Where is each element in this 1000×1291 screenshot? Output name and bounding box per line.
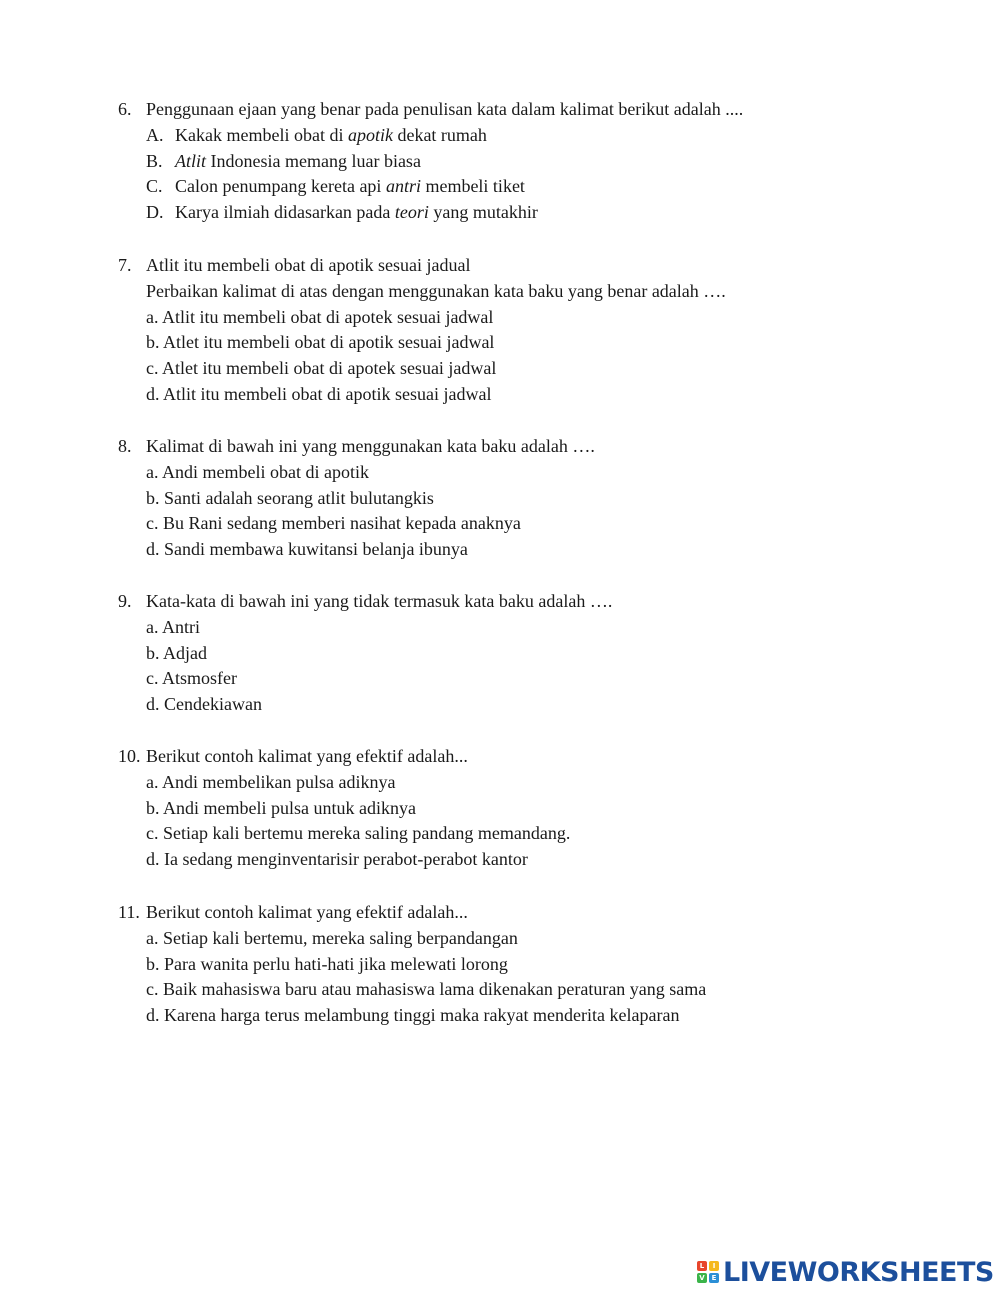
logo-tile-icon: L [697,1261,707,1271]
question-number: 7. [118,255,132,275]
question-8 [118,434,918,563]
option-b[interactable]: b. Atlet itu membeli obat di apotik sesuai jadwal [146,332,495,353]
question-number: 9. [118,591,132,611]
option-b[interactable]: b. Para wanita perlu hati-hati jika melewati lorong [146,953,508,974]
liveworksheets-logo [697,1255,994,1289]
question-prompt: 11. Berikut contoh kalimat yang efektif adalah... [118,900,918,926]
question-10 [118,744,918,873]
option-c[interactable]: C. Calon penumpang kereta api antri membeli tiket [146,176,525,197]
option-c[interactable]: c. Baik mahasiswa baru atau mahasiswa lama dikenakan peraturan yang sama [146,979,707,1000]
option-a[interactable]: a. Atlit itu membeli obat di apotek sesuai jadwal [146,306,494,327]
option-a[interactable]: a. Andi membeli obat di apotik [146,461,369,482]
question-number: 8. [118,436,132,456]
question-9 [118,589,918,718]
option-b[interactable]: b. Adjad [146,642,207,663]
question-prompt: 9. Kata-kata di bawah ini yang tidak termasuk kata baku adalah …. [118,589,918,615]
logo-tile-icon: V [697,1273,707,1283]
option-d[interactable]: d. Sandi membawa kuwitansi belanja ibunya [146,539,468,560]
question-number: 11. [118,902,140,922]
question-prompt: 7. Atlit itu membeli obat di apotik sesuai jadual [118,253,918,279]
option-a[interactable]: A. Kakak membeli obat di apotik dekat rumah [146,124,487,145]
question-prompt: 6. Penggunaan ejaan yang benar pada penulisan kata dalam kalimat berikut adalah .... [118,97,918,123]
option-d[interactable]: d. Cendekiawan [146,694,262,715]
option-d[interactable]: d. Atlit itu membeli obat di apotik sesuai jadwal [146,383,492,404]
question-number: 10. [118,746,141,766]
logo-text: LIVEWORKSHEETS [723,1256,994,1288]
question-number: 6. [118,99,132,119]
question-prompt: 8. Kalimat di bawah ini yang menggunakan kata baku adalah …. [118,434,918,460]
option-d[interactable]: d. Karena harga terus melambung tinggi maka rakyat menderita kelaparan [146,1005,680,1026]
option-c[interactable]: c. Atlet itu membeli obat di apotek sesuai jadwal [146,358,497,379]
option-b[interactable]: B. Atlit Indonesia memang luar biasa [146,150,421,171]
logo-tile-icon: E [709,1273,719,1283]
question-6 [118,97,918,226]
option-b[interactable]: b. Santi adalah seorang atlit bulutangkis [146,487,434,508]
option-d[interactable]: D. Karya ilmiah didasarkan pada teori yang mutakhir [146,202,538,223]
option-a[interactable]: a. Setiap kali bertemu, mereka saling berpandangan [146,927,518,948]
option-a[interactable]: a. Andi membelikan pulsa adiknya [146,771,396,792]
option-c[interactable]: c. Bu Rani sedang memberi nasihat kepada anaknya [146,513,521,534]
question-prompt: 10. Berikut contoh kalimat yang efektif adalah... [118,744,918,770]
option-d[interactable]: d. Ia sedang menginventarisir perabot-perabot kantor [146,849,528,870]
question-7 [118,253,918,408]
question-11 [118,900,918,1029]
option-c[interactable]: c. Atsmosfer [146,668,237,689]
option-b[interactable]: b. Andi membeli pulsa untuk adiknya [146,797,416,818]
question-instruction: Perbaikan kalimat di atas dengan menggunakan kata baku yang benar adalah …. [146,280,726,301]
option-c[interactable]: c. Setiap kali bertemu mereka saling pandang memandang. [146,823,571,844]
liveworksheets-logo-icon [697,1261,719,1283]
logo-tile-icon: I [709,1261,719,1271]
option-a[interactable]: a. Antri [146,616,200,637]
